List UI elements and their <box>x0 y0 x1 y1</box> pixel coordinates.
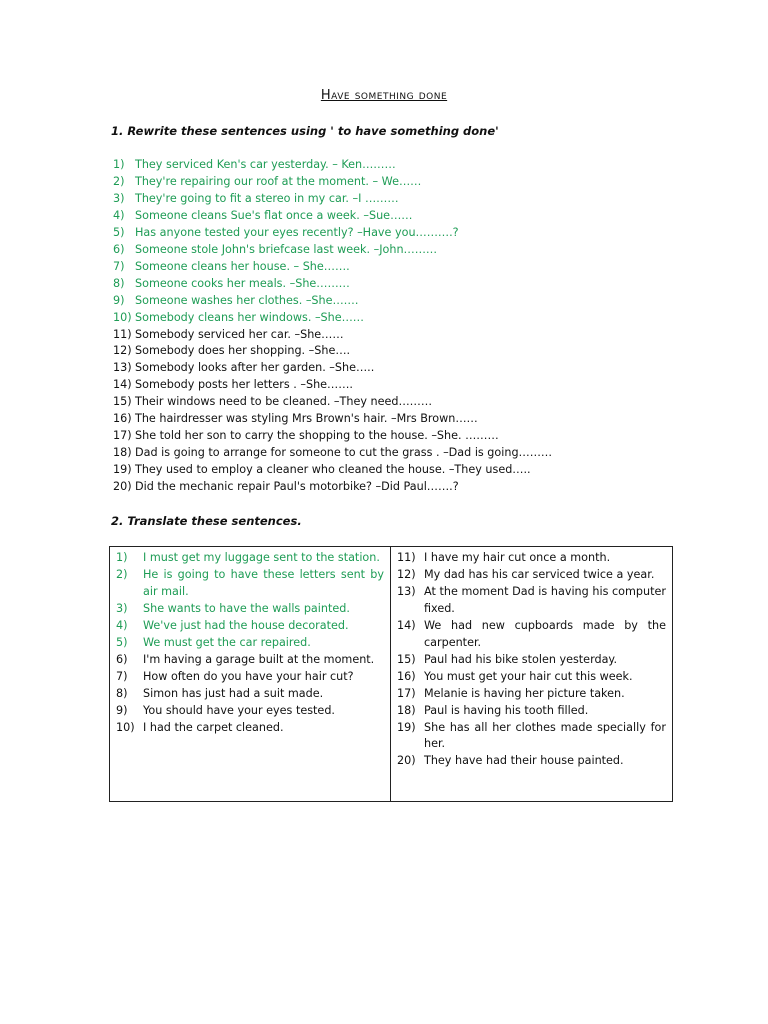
sentence-item <box>397 550 666 567</box>
sentence-item <box>113 428 552 445</box>
sentence-item <box>397 618 666 652</box>
sentence-text: Did the mechanic repair Paul's motorbike? –Did Paul…….? <box>135 480 459 494</box>
sentence-item <box>116 601 384 618</box>
sentence-number: 13) <box>397 584 416 598</box>
sentence-item <box>116 720 384 737</box>
sentence-item <box>116 550 384 567</box>
sentence-item <box>113 360 552 377</box>
sentence-text: Their windows need to be cleaned. –They need……… <box>135 395 433 409</box>
sentence-item <box>113 208 552 225</box>
sentence-item <box>397 686 666 703</box>
sentence-item <box>397 669 666 686</box>
section-2-heading: 2. Translate these sentences. <box>111 514 302 528</box>
sentence-text: Somebody does her shopping. –She…. <box>135 344 351 358</box>
sentence-text: They're going to fit a stereo in my car. –I ……… <box>135 191 399 205</box>
section-1-heading: 1. Rewrite these sentences using ' to have something done' <box>111 124 499 138</box>
sentence-number: 19) <box>397 720 416 734</box>
sentence-item <box>113 343 552 360</box>
sentence-number: 17) <box>113 429 132 443</box>
sentence-number: 12) <box>113 344 132 358</box>
sentence-number: 15) <box>113 395 132 409</box>
sentence-number: 3) <box>113 191 125 205</box>
sentence-text: My dad has his car serviced twice a year. <box>424 567 655 581</box>
page-title: Have something done <box>320 88 448 103</box>
sentence-number: 8) <box>116 686 128 700</box>
sentence-number: 3) <box>116 601 128 615</box>
sentence-number: 6) <box>116 652 128 666</box>
sentence-item <box>113 276 552 293</box>
sentence-text: Has anyone tested your eyes recently? –Have you……….? <box>135 225 459 239</box>
sentence-text: Somebody cleans her windows. –She…… <box>135 310 364 324</box>
sentence-item <box>113 293 552 310</box>
sentence-number: 2) <box>116 567 128 581</box>
sentence-text: You must get your hair cut this week. <box>424 669 633 683</box>
sentence-text: He is going to have these letters sent by air mail. <box>143 567 384 598</box>
sentence-item <box>113 157 552 174</box>
sentence-item <box>113 462 552 479</box>
sentence-number: 11) <box>113 327 132 341</box>
sentence-number: 20) <box>113 480 132 494</box>
sentence-number: 4) <box>116 618 128 632</box>
sentence-item <box>116 686 384 703</box>
sentence-text: You should have your eyes tested. <box>143 703 335 717</box>
sentence-item <box>397 567 666 584</box>
sentence-text: Paul had his bike stolen yesterday. <box>424 652 618 666</box>
sentence-item <box>116 567 384 601</box>
sentence-item <box>113 445 552 462</box>
sentence-number: 1) <box>116 551 128 564</box>
sentence-text: Melanie is having her picture taken. <box>424 686 625 700</box>
translate-column-right <box>391 547 672 801</box>
sentence-text: Someone washes her clothes. –She……. <box>135 293 359 307</box>
sentence-text: I'm having a garage built at the moment. <box>143 652 375 666</box>
sentence-item <box>113 225 552 242</box>
sentence-number: 13) <box>113 361 132 375</box>
sentence-number: 14) <box>113 378 132 392</box>
sentence-number: 10) <box>113 310 132 324</box>
sentence-text: They used to employ a cleaner who cleaned the house. –They used….. <box>135 463 531 477</box>
sentence-item <box>113 411 552 428</box>
sentence-text: Someone cleans her house. – She……. <box>135 259 350 273</box>
sentence-number: 2) <box>113 174 125 188</box>
sentence-text: Somebody posts her letters . –She……. <box>135 378 353 392</box>
sentence-text: At the moment Dad is having his computer fixed. <box>424 584 666 615</box>
sentence-text: Paul is having his tooth filled. <box>424 703 589 717</box>
sentence-text: They have had their house painted. <box>424 754 624 768</box>
sentence-text: I must get my luggage sent to the station. <box>143 551 380 564</box>
translate-column-left <box>110 547 391 801</box>
sentence-text: Somebody looks after her garden. –She….. <box>135 361 375 375</box>
sentence-text: Simon has just had a suit made. <box>143 686 324 700</box>
sentence-item <box>116 652 384 669</box>
rewrite-sentences-list <box>113 157 552 496</box>
sentence-text: We had new cupboards made by the carpenter. <box>424 618 666 649</box>
sentence-text: Someone cleans Sue's flat once a week. –Sue…… <box>135 208 413 222</box>
sentence-item <box>397 652 666 669</box>
sentence-item <box>397 720 666 754</box>
sentence-number: 7) <box>113 259 125 273</box>
sentence-text: The hairdresser was styling Mrs Brown's hair. –Mrs Brown…… <box>135 412 478 426</box>
sentence-number: 17) <box>397 686 416 700</box>
sentence-number: 8) <box>113 276 125 290</box>
sentence-number: 20) <box>397 754 416 768</box>
sentence-item <box>116 618 384 635</box>
sentence-number: 15) <box>397 652 416 666</box>
sentence-text: She has all her clothes made specially for her. <box>424 720 666 751</box>
sentence-item <box>397 703 666 720</box>
sentence-item <box>113 259 552 276</box>
sentence-text: Dad is going to arrange for someone to cut the grass . –Dad is going……… <box>135 446 553 460</box>
sentence-number: 5) <box>116 635 128 649</box>
sentence-text: She wants to have the walls painted. <box>143 601 350 615</box>
sentence-number: 16) <box>397 669 416 683</box>
sentence-text: How often do you have your hair cut? <box>143 669 354 683</box>
sentence-number: 18) <box>113 446 132 460</box>
sentence-item <box>113 394 552 411</box>
sentence-item <box>113 310 552 327</box>
translate-list-left <box>116 550 384 736</box>
sentence-item <box>113 242 552 259</box>
sentence-number: 1) <box>113 158 125 171</box>
sentence-number: 9) <box>116 703 128 717</box>
sentence-text: Someone stole John's briefcase last week. –John……… <box>135 242 438 256</box>
sentence-item <box>113 174 552 191</box>
sentence-number: 6) <box>113 242 125 256</box>
sentence-number: 7) <box>116 669 128 683</box>
sentence-item <box>113 191 552 208</box>
sentence-number: 14) <box>397 618 416 632</box>
sentence-text: We must get the car repaired. <box>143 635 311 649</box>
translate-table <box>109 546 673 802</box>
sentence-text: We've just had the house decorated. <box>143 618 349 632</box>
sentence-number: 4) <box>113 208 125 222</box>
sentence-text: Somebody serviced her car. –She…… <box>135 327 344 341</box>
sentence-number: 5) <box>113 225 125 239</box>
sentence-text: Someone cooks her meals. –She……… <box>135 276 350 290</box>
sentence-text: They're repairing our roof at the moment. – We…… <box>135 174 422 188</box>
sentence-item <box>113 479 552 496</box>
sentence-text: She told her son to carry the shopping to the house. –She. ……… <box>135 429 499 443</box>
sentence-item <box>113 377 552 394</box>
sentence-item <box>397 753 666 770</box>
sentence-item <box>113 327 552 344</box>
sentence-number: 10) <box>116 720 135 734</box>
sentence-number: 12) <box>397 567 416 581</box>
sentence-item <box>116 703 384 720</box>
sentence-text: They serviced Ken's car yesterday. – Ken……… <box>135 158 396 171</box>
sentence-text: I have my hair cut once a month. <box>424 551 611 564</box>
translate-list-right <box>397 550 666 770</box>
sentence-number: 16) <box>113 412 132 426</box>
sentence-number: 9) <box>113 293 125 307</box>
sentence-item <box>116 669 384 686</box>
sentence-item <box>116 635 384 652</box>
sentence-number: 11) <box>397 551 416 564</box>
sentence-item <box>397 584 666 618</box>
sentence-text: I had the carpet cleaned. <box>143 720 284 734</box>
sentence-number: 18) <box>397 703 416 717</box>
sentence-number: 19) <box>113 463 132 477</box>
